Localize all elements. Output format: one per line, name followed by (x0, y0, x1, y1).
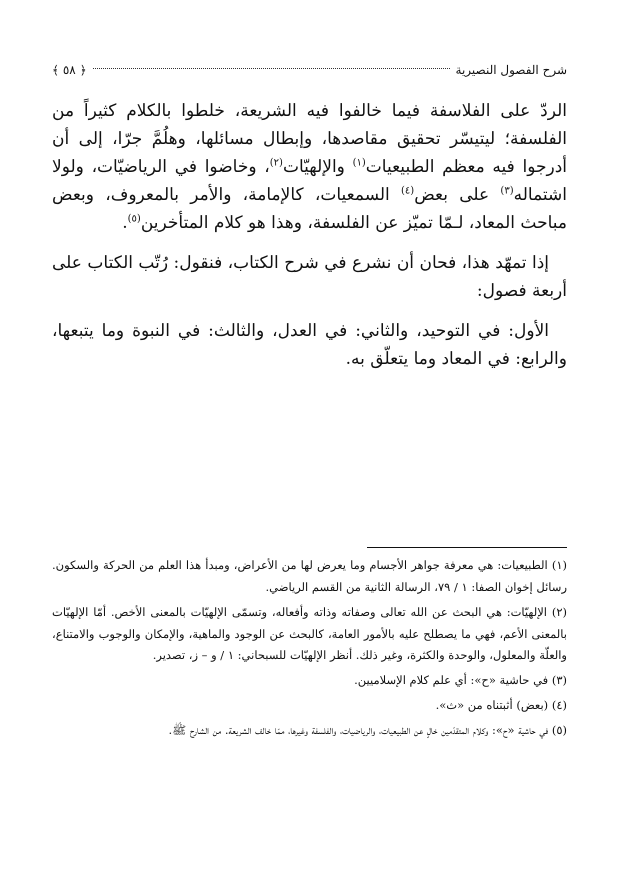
footnote-text: الإلهيّات: هي البحث عن الله تعالى وصفاته وذاته وأفعاله، وتسمّى الإلهيّات بالمعنى الأخص. أمّا الإلهيّات بالمعنى الأعم، فهي ما يصطلح عليه بالأمور العامة، كالبحث عن الوجود والماهية، والإمكان والوجوب والامتناع، والعلّة والمعلول، والوحدة والكثرة، وغير ذلك. أنظر الإلهيّات للسبحاني: ١ / و – ز، تصدير. (52, 604, 567, 663)
text-run: السمعيات، كالإمامة، والأمر بالمعروف، وبعض مباحث المعاد، لـمّا تميّز عن الفلسفة، وهذا هو كلام المتأخرين (52, 185, 567, 234)
text-run: الردّ على الفلاسفة فيما خالفوا فيه الشريعة، خلطوا بالكلام كثيراً من الفلسفة؛ ليتيسّر تحقيق مقاصدها، وإبطال مسائلها، وهلُمَّ جرّا، إلى أن أدرجوا فيه معظم الطبيعيات (52, 101, 567, 178)
footnote-ref: (٢) (269, 157, 283, 169)
footnote-text: في حاشية «ح»: وكلام المتقدّمين خالٍ عن الطبيعيات، والرياضيات، والفلسفة وغيرها، ممّا خالف الشريعة. من الشارح ﷺ. (168, 722, 549, 737)
dotted-leader (93, 67, 450, 69)
footnote-ref: (٣) (500, 185, 514, 197)
footnote (52, 720, 567, 742)
footnote-number: (٢) (551, 604, 567, 619)
footnote (52, 602, 567, 668)
text-run: . (122, 213, 128, 234)
text-run: على بعض (414, 185, 501, 206)
footnote-number: (٥) (551, 722, 567, 737)
text-run: والإلهيّات (282, 157, 353, 178)
page-number: ﴿ ٥٨ ﴾ (52, 63, 87, 77)
main-text (52, 97, 567, 385)
footnote (52, 670, 567, 692)
footnote-ref: (٤) (401, 185, 415, 197)
paragraph (52, 97, 567, 237)
footnote-number: (٣) (551, 673, 567, 688)
text-run: ، وخاضوا في الرياضيّات، ولولا اشتماله (52, 157, 567, 206)
running-header (52, 60, 567, 80)
footnote-number: (٤) (551, 698, 567, 713)
footnote-number: (١) (551, 558, 567, 572)
footnote-ref: (٥) (127, 213, 141, 225)
paragraph: إذا تمهّد هذا، فحان أن نشرع في شرح الكتاب، فنقول: رُتّب الكتاب على أربعة فصول: (52, 253, 567, 302)
footnote (52, 555, 567, 599)
footnote-text: الطبيعيات: هي معرفة جواهر الأجسام وما يعرض لها من الأعراض، ومبدأ هذا العلم من الحركة والسكون. رسائل إخوان الصفا: ١ / ٧٩، الرسالة الثانية من القسم الرياضي. (52, 558, 567, 594)
footnotes (52, 555, 567, 745)
footnote (52, 695, 567, 717)
footnote-text: (بعض) أثبتناه من «ث». (435, 698, 549, 713)
footnote-ref: (١) (352, 157, 366, 169)
book-title: شرح الفصول النصيرية (455, 63, 567, 77)
paragraph: الأول: في التوحيد، والثاني: في العدل، والثالث: في النبوة وما يتبعها، والرابع: في المعاد وما يتعلّق به. (52, 321, 567, 370)
footnote-separator (367, 547, 567, 548)
footnote-text: في حاشية «ح»: أي علم كلام الإسلاميين. (354, 673, 549, 688)
